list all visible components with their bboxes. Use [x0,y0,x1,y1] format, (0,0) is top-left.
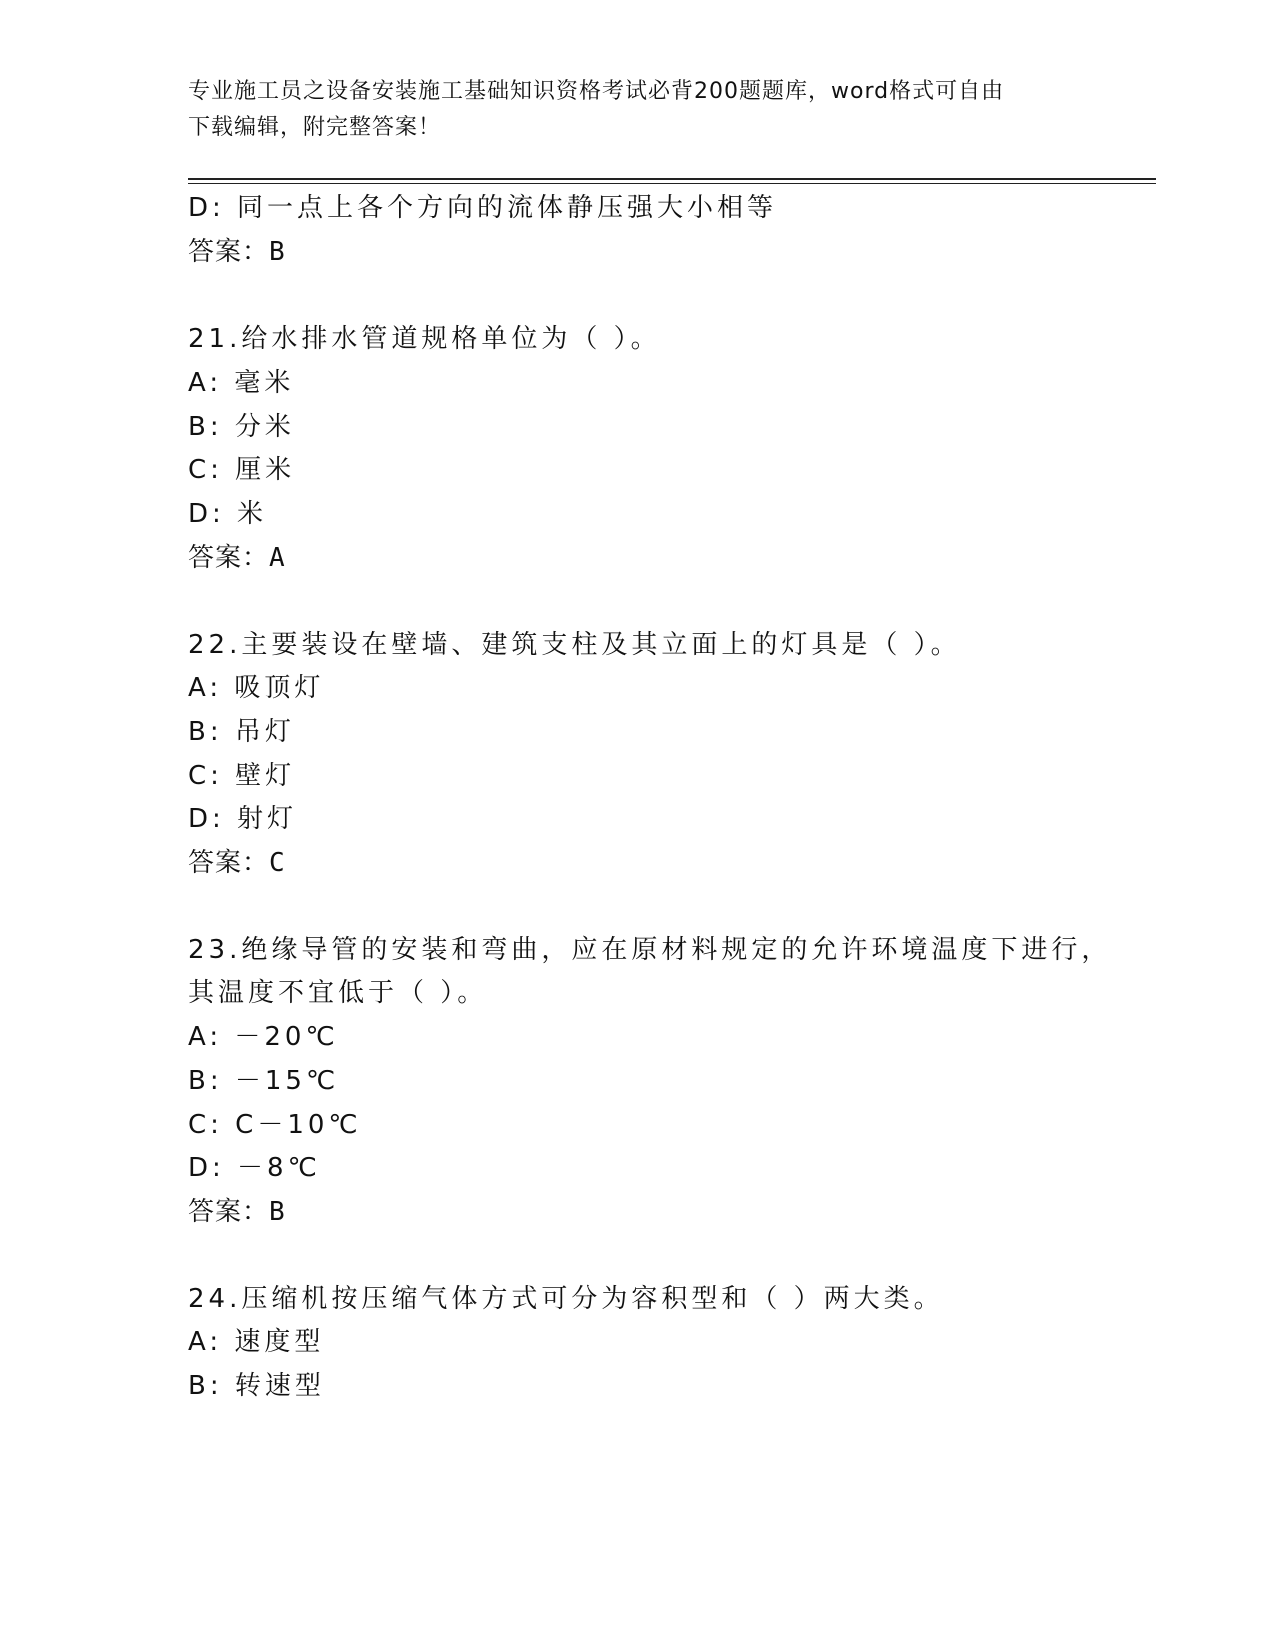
prev-option-d: D: 同一点上各个方向的流体静压强大小相等 [188,193,778,223]
question-23-option-d: D: －8℃ [188,1153,321,1183]
question-21-option-c: C: 厘米 [188,455,296,485]
question-24-option-a: A: 速度型 [188,1327,325,1357]
question-21-option-b: B: 分米 [188,412,295,442]
answer-label: 答案： [188,543,270,573]
question-22-option-c: C: 壁灯 [188,761,296,791]
question-24-option-b: B: 转速型 [188,1371,325,1401]
question-21-option-a: A: 毫米 [188,368,295,398]
question-23-option-b: B: －15℃ [188,1066,340,1096]
question-22-option-a: A: 吸顶灯 [188,673,325,703]
answer-value: B [269,237,286,267]
header-divider-thin [188,183,1156,184]
question-23-stem-line-1: 23.绝缘导管的安装和弯曲，应在原材料规定的允许环境温度下进行， [188,935,1112,965]
header-divider-thick [188,178,1156,180]
header-line-1: 专业施工员之设备安装施工基础知识资格考试必背200题题库，word格式可自由 [188,79,1005,104]
answer-value: B [269,1197,286,1227]
answer-label: 答案： [188,237,270,267]
question-22-answer [188,845,286,881]
prev-answer [188,234,286,270]
answer-label: 答案： [188,848,270,878]
question-23-option-a: A: －20℃ [188,1022,339,1052]
question-22-stem: 22.主要装设在壁墙、建筑支柱及其立面上的灯具是（ ）。 [188,630,961,660]
header-line-2: 下载编辑，附完整答案！ [188,115,442,140]
answer-value: C [269,848,286,878]
question-23-answer [188,1194,286,1230]
document-header [188,74,1088,146]
question-23-option-c: C: C－10℃ [188,1110,362,1140]
question-21-stem: 21.给水排水管道规格单位为（ ）。 [188,324,661,354]
question-21-answer [188,540,286,576]
question-23-stem-line-2: 其温度不宜低于（ ）。 [188,978,488,1008]
answer-value: A [269,543,286,573]
question-22-option-b: B: 吊灯 [188,717,295,747]
question-22-option-d: D: 射灯 [188,804,298,834]
question-21-option-d: D: 米 [188,499,268,529]
question-24-stem: 24.压缩机按压缩气体方式可分为容积型和（ ）两大类。 [188,1284,944,1314]
answer-label: 答案： [188,1197,270,1227]
